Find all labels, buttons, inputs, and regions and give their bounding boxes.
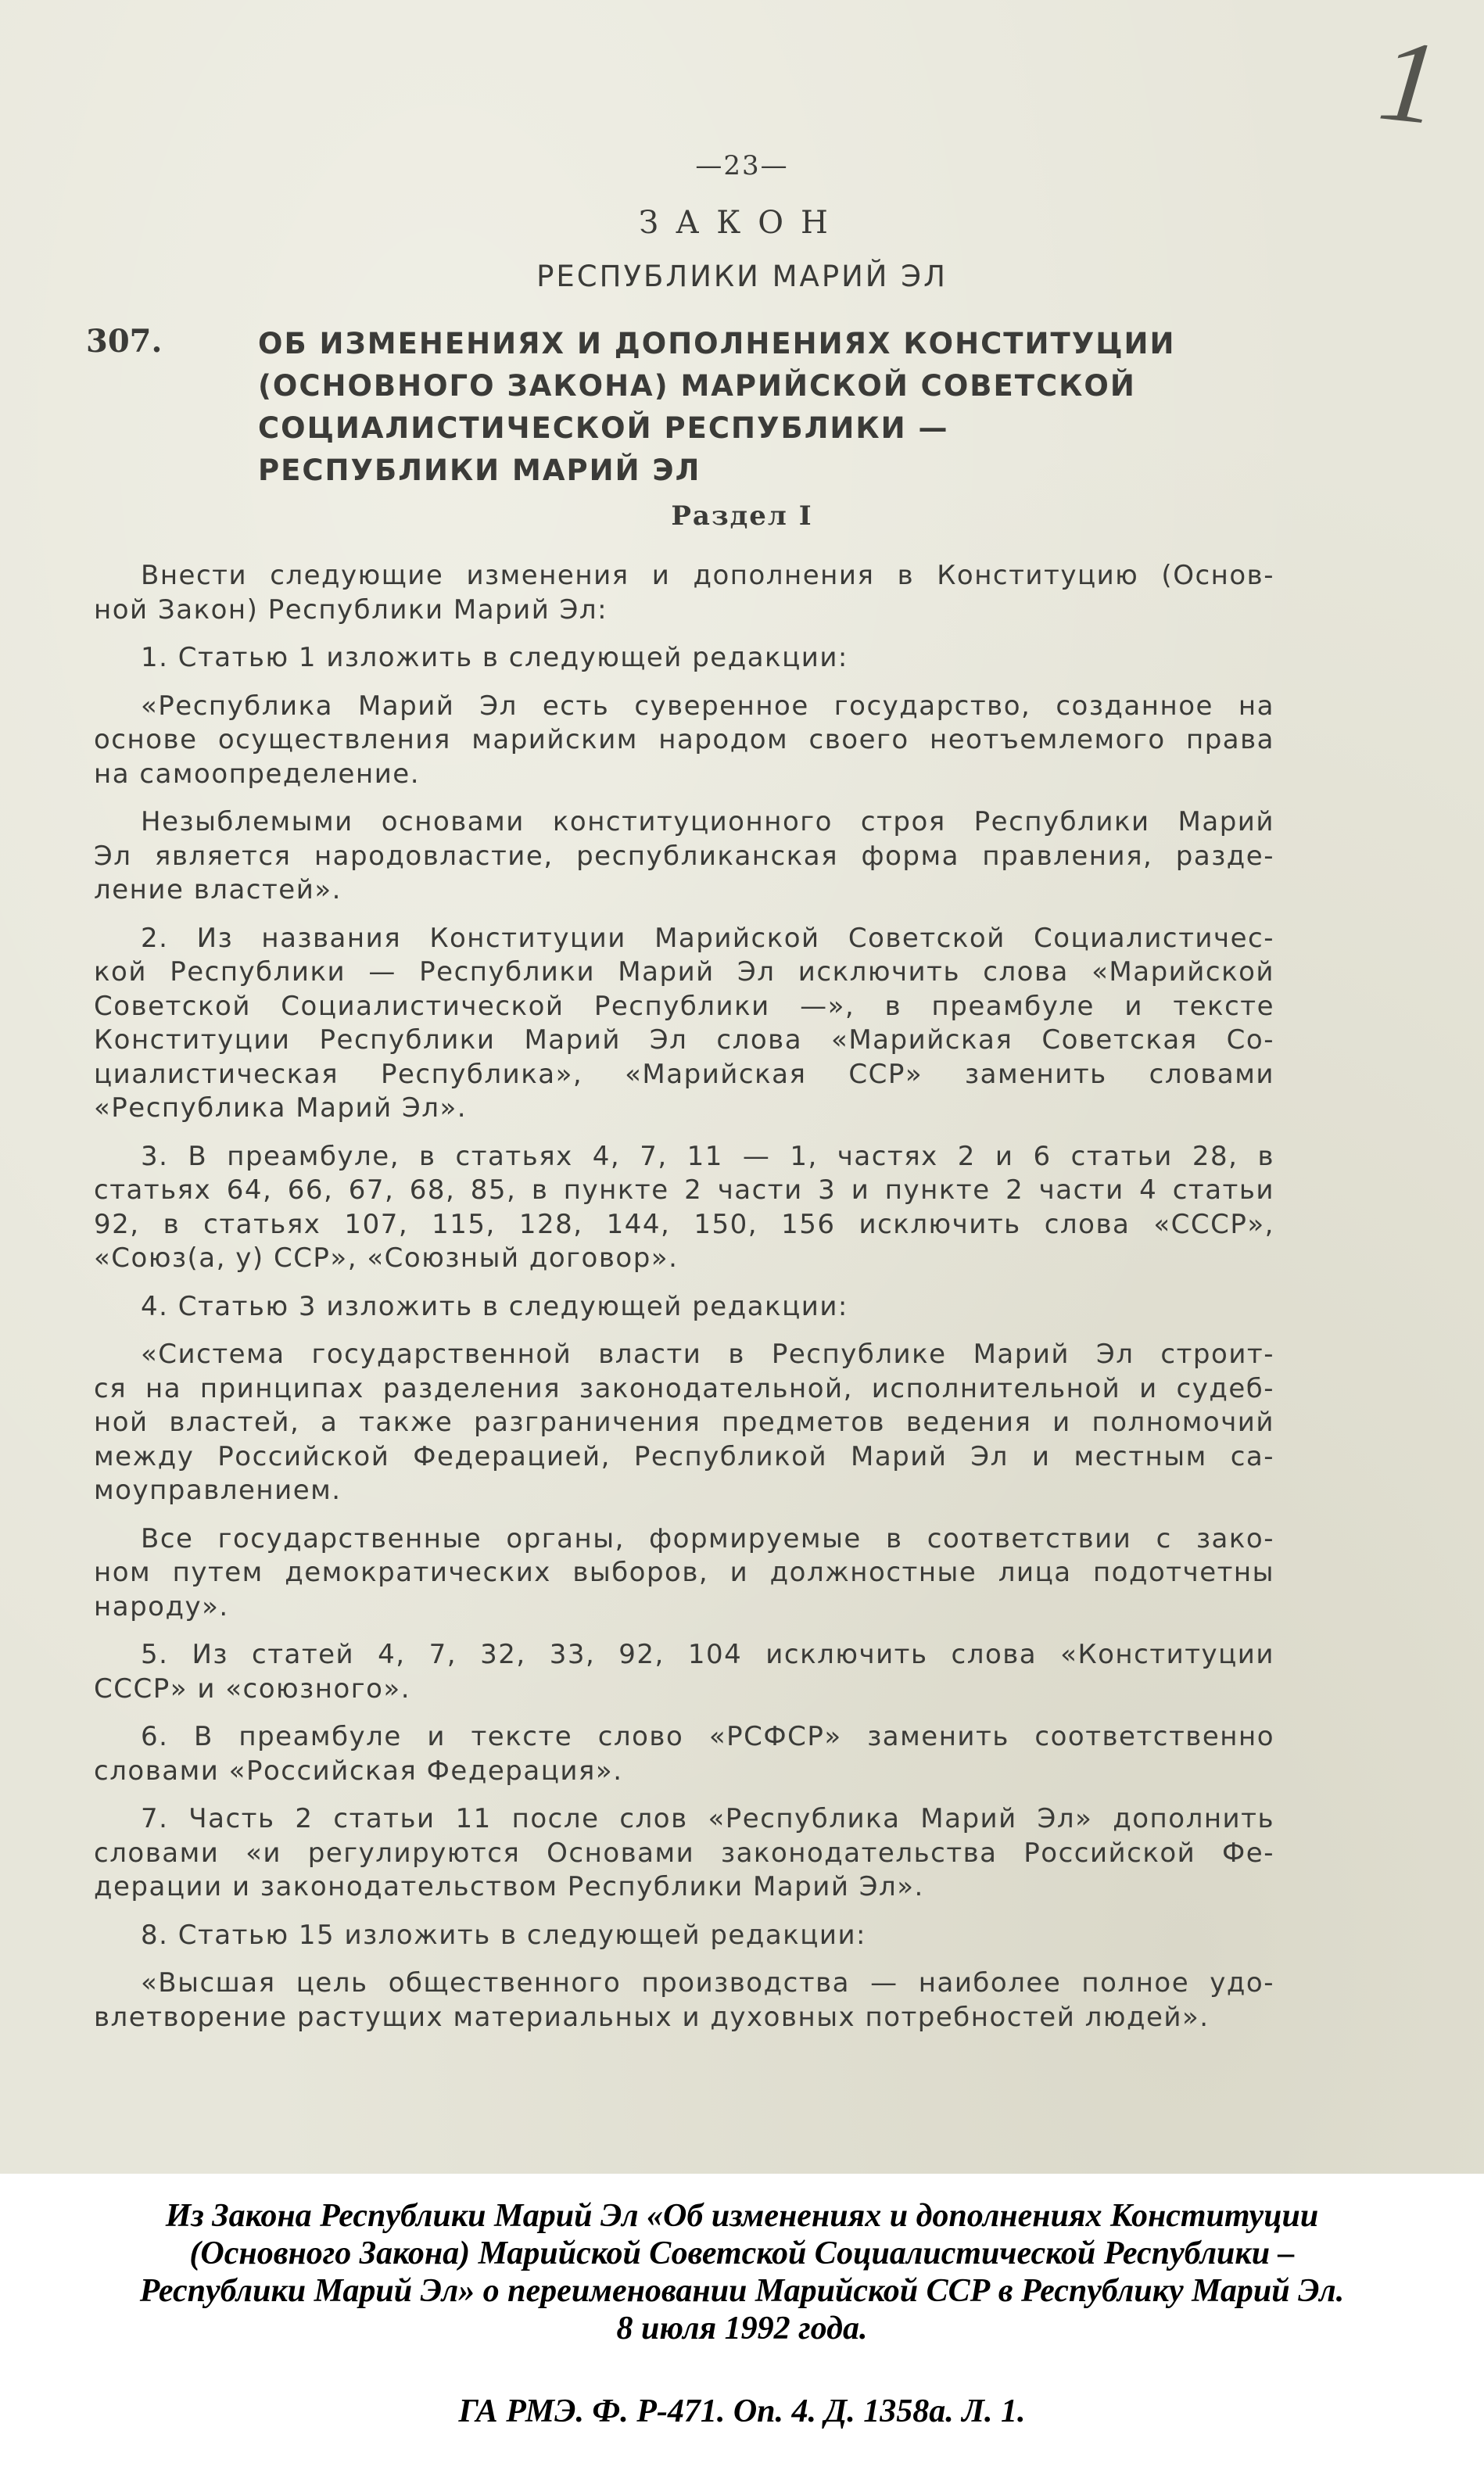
section-heading: Раздел I	[671, 500, 813, 532]
paragraph-line: ной властей, а также разграничения предметов ведения и полномочий	[94, 1407, 1274, 1438]
law-paragraph	[94, 559, 1274, 627]
caption-line: 8 июля 1992 года.	[616, 2311, 868, 2347]
paragraph-line: народу».	[94, 1590, 229, 1622]
paragraph-line: Советской Социалистической Республики —», в преамбуле и тексте	[94, 990, 1274, 1022]
law-title-line: СОЦИАЛИСТИЧЕСКОЙ РЕСПУБЛИКИ —	[258, 411, 949, 445]
page-number: —23—	[695, 150, 789, 181]
paragraph-line: влетворение растущих материальных и духовных потребностей людей».	[94, 2001, 1210, 2033]
paragraph-line: Конституции Республики Марий Эл слова «Марийская Советская Со-	[94, 1024, 1274, 1056]
paragraph-line: ном путем демократических выборов, и должностные лица подотчетны	[94, 1557, 1274, 1588]
paragraph-line: «Высшая цель общественного производства — наиболее полное удо-	[141, 1967, 1274, 1999]
paragraph-line: словами «и регулируются Основами законодательства Российской Фе-	[94, 1837, 1274, 1869]
paragraph-line: словами «Российская Федерация».	[94, 1755, 623, 1787]
paragraph-line: «Система государственной власти в Республике Марий Эл строит-	[141, 1339, 1274, 1370]
paragraph-line: 6. В преамбуле и тексте слово «РСФСР» заменить соответственно	[141, 1721, 1274, 1752]
law-title	[258, 323, 1314, 492]
paragraph-line: «Республика Марий Эл есть суверенное государство, созданное на	[141, 690, 1274, 722]
paragraph-line: 4. Статью 3 изложить в следующей редакции:	[141, 1290, 848, 1322]
law-paragraph	[94, 1967, 1274, 2035]
paragraph-line: Все государственные органы, формируемые в соответствии с зако-	[141, 1522, 1274, 1554]
law-paragraph	[94, 1919, 1274, 1953]
republic-heading: РЕСПУБЛИКИ МАРИЙ ЭЛ	[536, 260, 948, 293]
paragraph-line: моуправлением.	[94, 1475, 342, 1506]
paragraph-line: циалистическая Республика», «Марийская ССР» заменить словами	[94, 1058, 1274, 1090]
law-paragraph	[94, 1338, 1274, 1508]
archive-reference: ГА РМЭ. Ф. Р-471. Оп. 4. Д. 1358а. Л. 1.	[458, 2393, 1026, 2429]
paragraph-line: 7. Часть 2 статьи 11 после слов «Республика Марий Эл» дополнить	[141, 1803, 1274, 1834]
law-number: 307.	[86, 323, 163, 360]
paragraph-line: между Российской Федерацией, Республикой Марий Эл и местным са-	[94, 1440, 1274, 1472]
caption-line: (Основного Закона) Марийской Советской Социалистической Республики –	[189, 2235, 1295, 2271]
paragraph-line: Незыблемыми основами конституционного строя Республики Марий	[141, 806, 1274, 837]
caption-line: Республики Марий Эл» о переименовании Марийской ССР в Республику Марий Эл.	[139, 2273, 1345, 2309]
law-paragraph	[94, 641, 1274, 676]
document-caption	[0, 2197, 1484, 2347]
law-paragraph	[94, 690, 1274, 792]
paragraph-line: ной Закон) Республики Марий Эл:	[94, 593, 608, 626]
paragraph-line: статьях 64, 66, 67, 68, 85, в пункте 2 части 3 и пункте 2 части 4 статьи	[94, 1174, 1274, 1206]
paragraph-line: ление властей».	[94, 874, 342, 905]
law-paragraph	[94, 1522, 1274, 1625]
paragraph-line: 1. Статью 1 изложить в следующей редакции:	[141, 642, 848, 673]
paragraph-line: дерации и законодательством Республики Марий Эл».	[94, 1871, 924, 1902]
paragraph-line: основе осуществления марийским народом своего неотъемлемого права	[94, 724, 1274, 755]
law-paragraph	[94, 805, 1274, 908]
law-paragraph	[94, 1802, 1274, 1905]
paragraph-line: 92, в статьях 107, 115, 128, 144, 150, 156 исключить слова «СССР»,	[94, 1208, 1274, 1240]
law-body-text	[94, 559, 1274, 2049]
law-paragraph	[94, 1290, 1274, 1325]
paragraph-line: ся на принципах разделения законодательной, исполнительной и судеб-	[94, 1372, 1274, 1404]
caption-line: Из Закона Республики Марий Эл «Об изменениях и дополнениях Конституции	[165, 2198, 1319, 2234]
archive-sheet-number: 1	[1373, 14, 1446, 150]
law-paragraph	[94, 1140, 1274, 1276]
law-heading: ЗАКОН	[639, 205, 845, 241]
paragraph-line: 5. Из статей 4, 7, 32, 33, 92, 104 исключить слова «Конституции	[141, 1639, 1274, 1670]
law-paragraph	[94, 1720, 1274, 1788]
paragraph-line: 3. В преамбуле, в статьях 4, 7, 11 — 1, частях 2 и 6 статьи 28, в	[141, 1140, 1274, 1172]
law-title-line: РЕСПУБЛИКИ МАРИЙ ЭЛ	[258, 454, 701, 487]
paragraph-line: кой Республики — Республики Марий Эл исключить слова «Марийской	[94, 956, 1274, 988]
paragraph-line: СССР» и «союзного».	[94, 1673, 411, 1705]
paragraph-line: «Союз(а, у) ССР», «Союзный договор».	[94, 1242, 679, 1274]
law-title-line: (ОСНОВНОГО ЗАКОНА) МАРИЙСКОЙ СОВЕТСКОЙ	[258, 369, 1136, 403]
paragraph-line: Эл является народовластие, республиканская форма правления, разде-	[94, 840, 1274, 872]
paragraph-line: на самоопределение.	[94, 758, 421, 790]
paragraph-line: «Республика Марий Эл».	[94, 1092, 468, 1124]
law-title-line: ОБ ИЗМЕНЕНИЯХ И ДОПОЛНЕНИЯХ КОНСТИТУЦИИ	[258, 327, 1176, 360]
paragraph-line: 8. Статью 15 изложить в следующей редакции:	[141, 1919, 867, 1951]
paragraph-line: Внести следующие изменения и дополнения в Конституцию (Основ-	[141, 560, 1274, 591]
law-paragraph	[94, 922, 1274, 1126]
law-paragraph	[94, 1638, 1274, 1706]
paragraph-line: 2. Из названия Конституции Марийской Советской Социалистичес-	[141, 922, 1274, 954]
